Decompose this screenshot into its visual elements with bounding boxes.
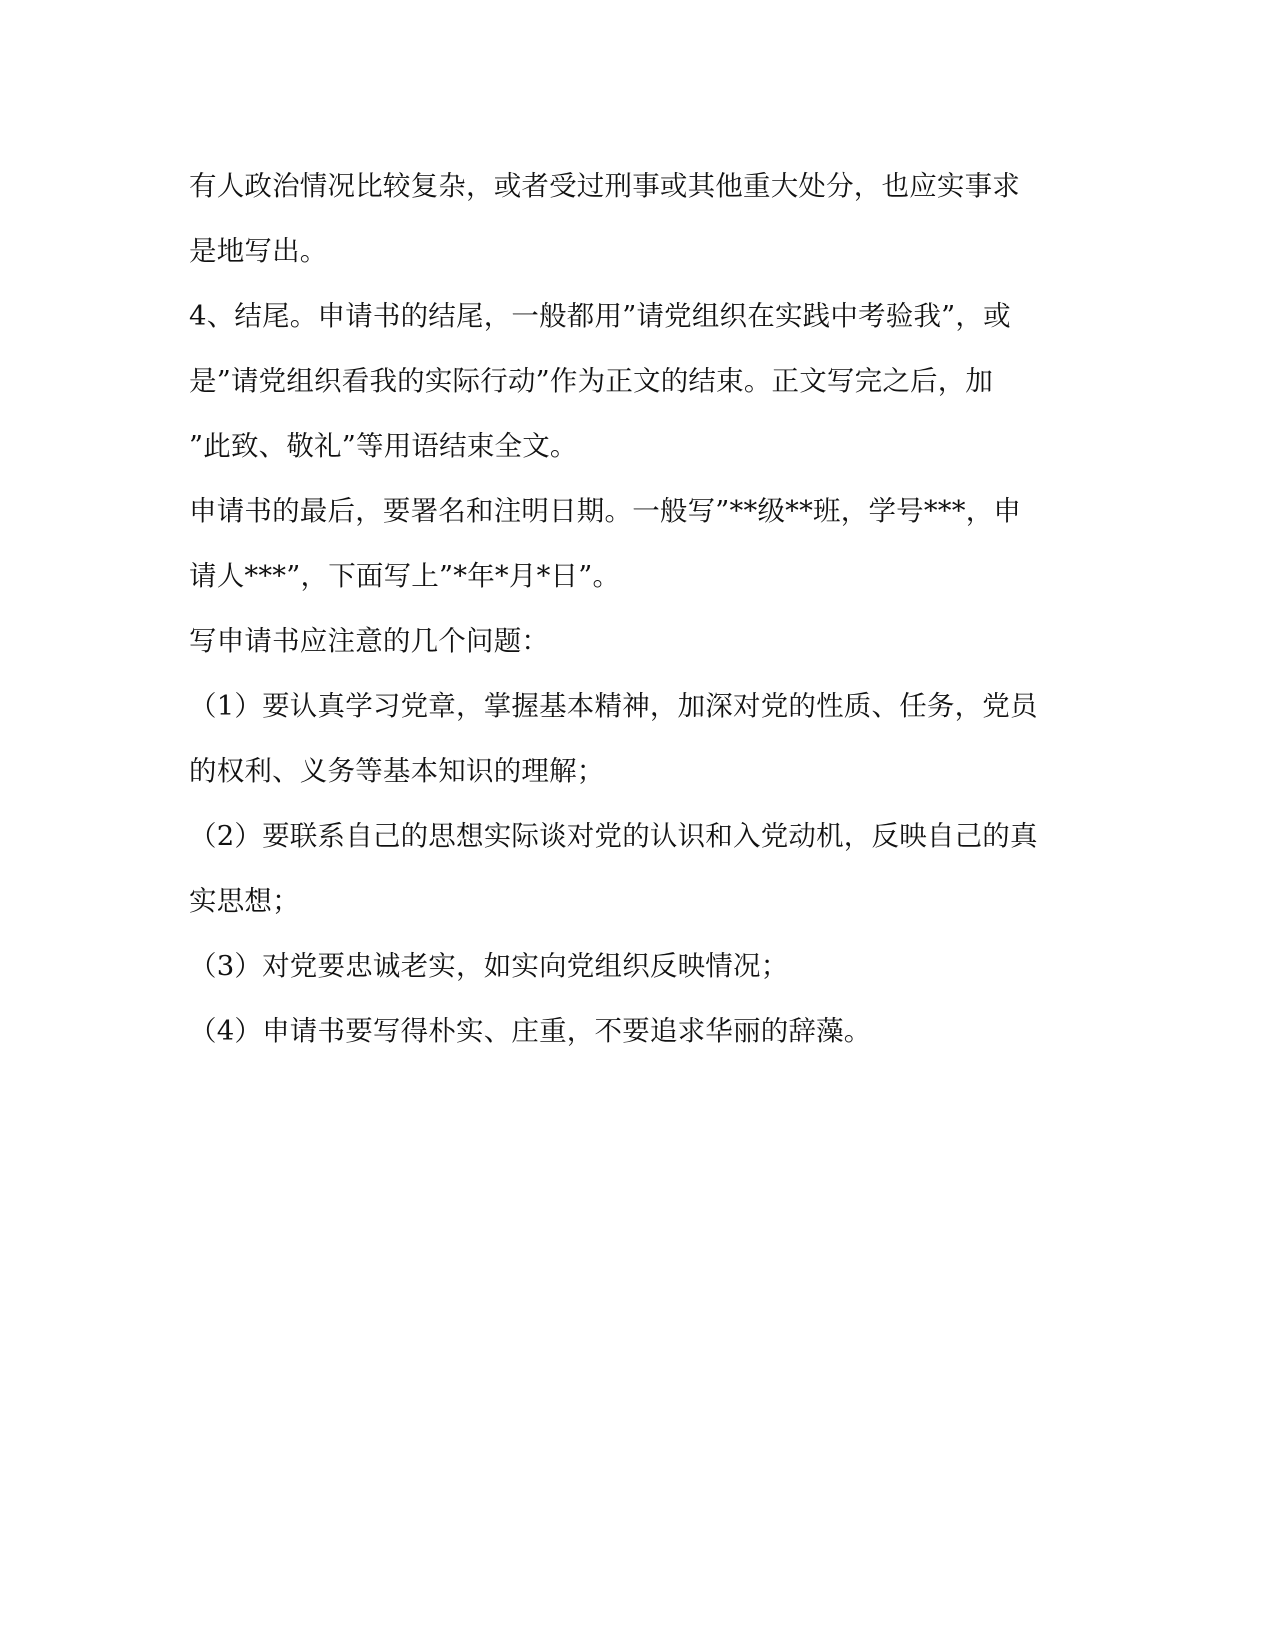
text-line: （4）申请书要写得朴实、庄重，不要追求华丽的辞藻。 <box>189 1015 872 1047</box>
text-line: 是地写出。 <box>189 235 328 267</box>
text-line: 请人***”，下面写上”*年*月*日”。 <box>189 560 621 592</box>
text-line: 是”请党组织看我的实际行动”作为正文的结束。正文写完之后，加 <box>189 365 994 397</box>
text-line: （1）要认真学习党章，掌握基本精神，加深对党的性质、任务，党员 <box>189 690 1038 722</box>
text-line: 写申请书应注意的几个问题： <box>189 625 550 657</box>
text-line: 的权利、义务等基本知识的理解； <box>189 755 605 787</box>
text-line: （3）对党要忠诚老实，如实向党组织反映情况； <box>189 950 789 982</box>
document-body <box>189 157 1089 1067</box>
text-line: ”此致、敬礼”等用语结束全文。 <box>189 430 578 462</box>
text-line: （2）要联系自己的思想实际谈对党的认识和入党动机，反映自己的真 <box>189 820 1038 852</box>
text-line: 4、结尾。申请书的结尾，一般都用”请党组织在实践中考验我”，或 <box>189 300 1011 332</box>
text-line: 实思想； <box>189 885 300 917</box>
text-line: 有人政治情况比较复杂，或者受过刑事或其他重大处分，也应实事求 <box>189 170 1020 202</box>
text-line: 申请书的最后，要署名和注明日期。一般写”**级**班，学号***，申 <box>189 495 1022 527</box>
